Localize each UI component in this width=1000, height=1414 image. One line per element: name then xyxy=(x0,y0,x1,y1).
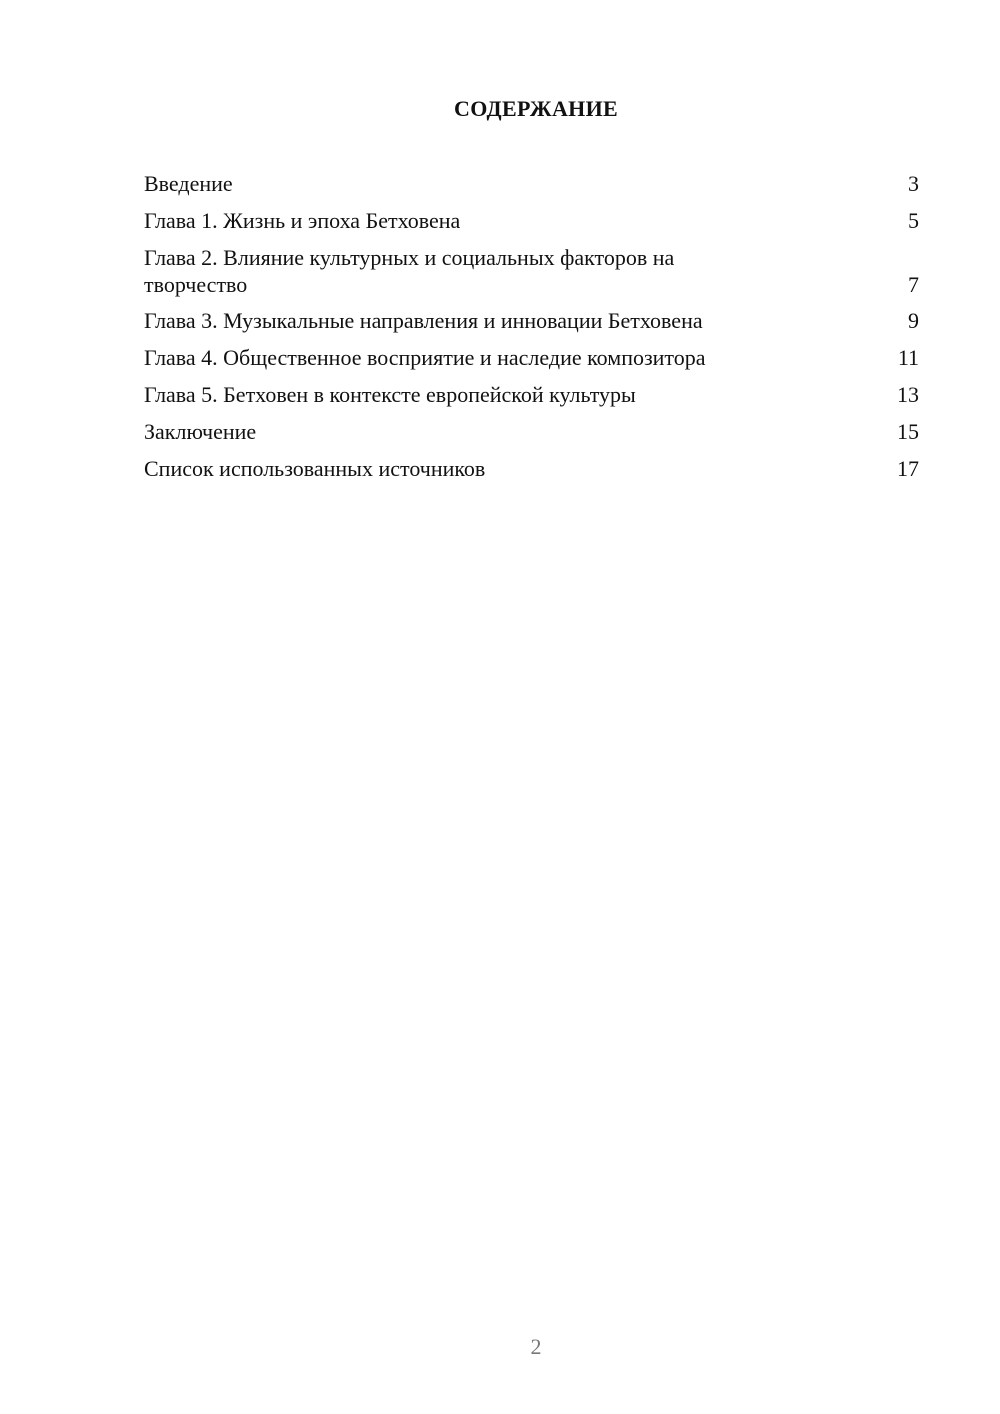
toc-item-conclusion xyxy=(144,418,919,445)
toc-item-text: Глава 5. Бетховен в контексте европейской культуры xyxy=(144,382,636,407)
toc-item-text: Глава 4. Общественное восприятие и наследие композитора xyxy=(144,345,706,370)
toc-item-page: 3 xyxy=(908,171,919,196)
toc-item-chapter-1 xyxy=(144,207,919,234)
page-number: 2 xyxy=(530,1334,542,1359)
toc-item-text: Глава 3. Музыкальные направления и инновации Бетховена xyxy=(144,308,703,333)
toc-item-chapter-3 xyxy=(144,307,919,334)
toc-item-text: Глава 2. Влияние культурных и социальных факторов на творчество xyxy=(144,245,675,297)
toc-item-chapter-2 xyxy=(144,244,919,298)
toc-item-text: Заключение xyxy=(144,419,257,444)
toc-item-introduction xyxy=(144,170,919,197)
toc-item-page: 17 xyxy=(897,456,919,481)
toc-item-page: 7 xyxy=(908,272,919,297)
toc-item-references xyxy=(144,455,919,482)
toc-item-page: 5 xyxy=(908,208,919,233)
toc-item-text: Введение xyxy=(144,171,233,196)
toc-item-text: Список использованных источников xyxy=(144,456,486,481)
toc-title: СОДЕРЖАНИЕ xyxy=(454,96,618,121)
toc-item-text: Глава 1. Жизнь и эпоха Бетховена xyxy=(144,208,461,233)
toc-item-page: 15 xyxy=(897,419,919,444)
toc-item-page: 9 xyxy=(908,308,919,333)
toc-item-chapter-5 xyxy=(144,381,919,408)
toc-item-chapter-4 xyxy=(144,344,919,371)
toc-item-page: 13 xyxy=(897,382,919,407)
toc-item-page: 11 xyxy=(897,345,919,370)
table-of-contents xyxy=(144,170,919,492)
